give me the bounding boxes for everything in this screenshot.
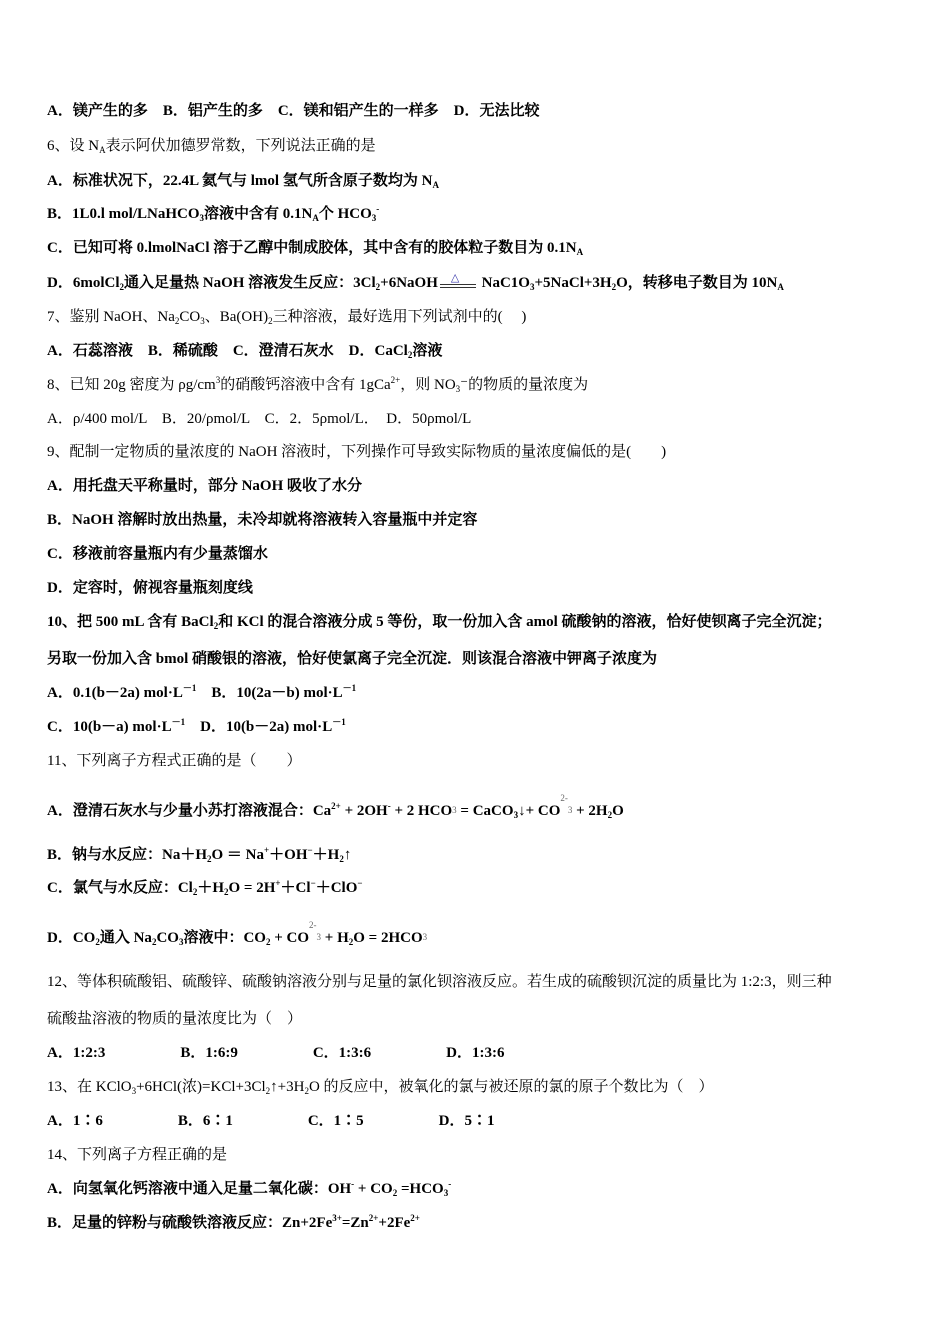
heat-condition-arrow-icon	[438, 277, 478, 291]
text-segment: 10、把 500 mL 含有 BaCl	[47, 614, 214, 630]
text-line	[47, 751, 301, 771]
text-line	[47, 845, 351, 865]
text-line	[47, 578, 253, 598]
text-segment: A．澄清石灰水与少量小苏打溶液混合：Ca	[47, 803, 332, 819]
text-segment: 3	[452, 805, 457, 815]
text-segment: 2	[265, 937, 271, 947]
text-segment: 3	[422, 932, 428, 942]
text-segment: ↑+3H	[270, 1079, 305, 1095]
text-segment: 通入 Na	[99, 930, 152, 946]
text-segment: =Zn	[341, 1215, 369, 1231]
text-segment: 2-	[309, 920, 317, 930]
text-segment: 2+	[331, 801, 341, 811]
text-line	[47, 1145, 227, 1165]
text-segment: O 的反应中，被氧化的氯与被还原的氯的原子个数比为（ ）	[308, 1079, 714, 1095]
text-segment: O ＝ Na	[211, 847, 265, 863]
text-line	[47, 878, 363, 898]
text-segment: + 2OH	[340, 803, 388, 819]
text-segment: 2	[151, 937, 157, 947]
text-segment: 3	[199, 213, 205, 223]
text-segment: 12、等体积硫酸铝、硫酸锌、硫酸钠溶液分别与足量的氯化钡溶液反应。若生成的硫酸钡沉淀的质量比为 1:2:3，则三种	[47, 974, 832, 990]
text-segment: A．向氢氧化钙溶液中通入足量二氧化碳：OH	[47, 1181, 352, 1197]
text-segment: 7、鉴别 NaOH、Na	[47, 309, 175, 325]
text-segment: ↑	[343, 847, 352, 863]
text-segment: A	[432, 180, 439, 190]
text-segment: + H	[321, 930, 349, 946]
text-segment: －1	[171, 717, 186, 727]
text-segment: 2	[304, 1086, 309, 1096]
text-line	[47, 793, 624, 821]
text-line	[47, 1009, 302, 1029]
text-segment: 、Ba(OH)	[204, 309, 269, 325]
text-segment: 13、在 KClO	[47, 1079, 132, 1095]
text-segment: 2	[174, 316, 180, 326]
text-line	[47, 442, 666, 462]
text-segment: ＋H	[312, 847, 340, 863]
text-segment: 溶液中：CO	[183, 930, 266, 946]
text-segment: 6、设 N	[47, 138, 100, 154]
text-segment: 14、下列离子方程正确的是	[47, 1147, 228, 1163]
text-segment: －1	[342, 683, 357, 693]
text-segment: 溶液中含有 0.1N	[204, 206, 313, 222]
text-segment: A	[777, 282, 784, 292]
text-line	[47, 273, 784, 293]
text-segment: -	[448, 1179, 452, 1189]
text-segment: 3	[567, 805, 573, 815]
text-segment: B．钠与水反应：Na＋H	[47, 847, 208, 863]
text-segment: B．10(2a－b) mol·L	[196, 685, 343, 701]
text-segment: CO	[179, 309, 201, 325]
text-segment: A．0.1(b－2a) mol·L	[47, 685, 183, 701]
text-line	[47, 717, 346, 737]
text-segment: 个 HCO	[318, 206, 372, 222]
text-segment: D．定容时，俯视容量瓶刻度线	[47, 580, 253, 596]
text-segment: 的硝酸钙溶液中含有 1gCa	[220, 377, 391, 393]
text-segment: =HCO	[397, 1181, 444, 1197]
text-segment: 3	[316, 932, 322, 942]
text-segment: A．用托盘天平称量时，部分 NaOH 吸收了水分	[47, 478, 363, 494]
text-segment: 2	[375, 282, 381, 292]
text-segment: 另取一份加入含 bmol 硝酸银的溶液，恰好使氯离子完全沉淀．则该混合溶液中钾离子浓度为	[47, 651, 658, 667]
text-segment: 3	[371, 213, 377, 223]
text-segment: 2	[207, 854, 212, 864]
text-segment: ＋ClO	[315, 880, 358, 896]
text-segment: −	[310, 878, 316, 888]
text-segment: 3	[200, 316, 205, 326]
text-segment: 3	[513, 810, 519, 820]
text-line	[47, 544, 268, 564]
text-segment: ⁻的物质的量浓度为	[460, 377, 589, 393]
text-line	[47, 612, 832, 632]
text-segment: 2	[607, 810, 613, 820]
text-line	[47, 683, 356, 703]
text-segment: + CO	[354, 1181, 393, 1197]
text-line	[47, 101, 540, 121]
text-segment: 3	[131, 1086, 137, 1096]
text-segment: 2+	[410, 1213, 420, 1223]
text-line	[47, 136, 376, 156]
text-segment: ＋Cl	[280, 880, 311, 896]
text-segment: B．1L0.l mol/LNaHCO	[47, 206, 200, 222]
text-segment: 3	[178, 937, 184, 947]
text-line	[47, 476, 362, 496]
text-line	[47, 375, 588, 395]
text-segment: = CaCO	[456, 803, 514, 819]
text-segment: 2	[265, 1086, 271, 1096]
text-segment: 2	[213, 621, 219, 631]
text-segment: 2	[119, 282, 124, 292]
text-segment: D．6molCl	[47, 275, 120, 291]
text-segment: 2	[268, 316, 273, 326]
text-segment: 3	[215, 375, 221, 385]
text-segment: 表示阿伏加德罗常数，下列说法正确的是	[105, 138, 376, 154]
text-segment: -	[387, 801, 391, 811]
text-segment: +	[275, 878, 281, 888]
text-segment: 2-	[560, 793, 568, 803]
text-segment: 2	[611, 282, 617, 292]
text-segment: 2	[224, 887, 229, 897]
text-line	[47, 1111, 495, 1131]
text-segment: 3	[455, 384, 461, 394]
text-line	[47, 920, 428, 948]
text-segment: C．10(b－a) mol·L	[47, 719, 172, 735]
text-segment: NaC1O	[477, 275, 530, 291]
text-line	[47, 649, 657, 669]
text-segment: +2Fe	[378, 1215, 411, 1231]
text-segment: A	[312, 213, 319, 223]
text-segment: ，则 NO	[400, 377, 456, 393]
text-segment: 8、已知 20g 密度为 ρg/cm	[47, 377, 216, 393]
text-segment: D．10(b－2a) mol·L	[185, 719, 333, 735]
text-segment: +6NaOH	[380, 275, 438, 291]
text-segment: 2+	[368, 1213, 379, 1223]
text-segment: 2	[339, 854, 344, 864]
text-line	[47, 409, 471, 429]
text-segment: + 2H	[572, 803, 608, 819]
text-segment: A	[99, 145, 106, 155]
text-segment: D．CO	[47, 930, 96, 946]
text-segment: ↓+ CO	[518, 803, 561, 819]
text-segment: ＋H	[197, 880, 225, 896]
text-segment: －1	[332, 717, 346, 727]
text-segment: ＋OH	[269, 847, 308, 863]
text-segment: 2	[407, 350, 413, 360]
text-segment: 和 KCl 的混合溶液分成 5 等份，取一份加入含 amol 硫酸钠的溶液，恰好使钡离子完全沉淀；	[218, 614, 832, 630]
text-segment: 三种溶液，最好选用下列试剂中的( )	[272, 309, 527, 325]
text-segment: －1	[182, 683, 197, 693]
text-segment: O = 2HCO	[353, 930, 423, 946]
text-segment: 通入足量热 NaOH 溶液发生反应：3Cl	[124, 275, 376, 291]
text-segment: O	[612, 803, 624, 819]
text-segment: 2	[392, 1188, 398, 1198]
text-line	[47, 972, 832, 992]
text-segment: A．标准状况下，22.4L 氦气与 lmol 氢气所含原子数均为 N	[47, 173, 433, 189]
text-segment: 2	[95, 937, 100, 947]
text-segment: 11、下列离子方程式正确的是（ ）	[47, 753, 302, 769]
text-line	[47, 204, 379, 224]
text-segment: + CO	[270, 930, 310, 946]
text-segment: B．NaOH 溶解时放出热量，未冷却就将溶液转入容量瓶中并定容	[47, 512, 478, 528]
text-line	[47, 1043, 504, 1063]
text-segment: A	[576, 247, 584, 257]
text-segment: 3+	[332, 1213, 342, 1223]
text-line	[47, 238, 583, 258]
text-segment: C．氯气与水反应：Cl	[47, 880, 193, 896]
text-line	[47, 1213, 420, 1233]
text-segment: A．1:2:3 B．1:6:9 C．1:3:6 D．1:3:6	[47, 1045, 505, 1061]
text-segment: −	[307, 845, 313, 855]
text-segment: O = 2H	[228, 880, 276, 896]
text-segment: 3	[443, 1188, 449, 1198]
text-line	[47, 510, 477, 530]
text-segment: +5NaCl+3H	[534, 275, 612, 291]
text-line	[47, 171, 439, 191]
text-segment: −	[357, 878, 363, 888]
text-segment: 2	[192, 887, 198, 897]
text-segment: -	[351, 1179, 355, 1189]
text-segment: CO	[156, 930, 179, 946]
text-line	[47, 1077, 714, 1097]
text-segment: 硫酸盐溶液的物质的量浓度比为（ ）	[47, 1011, 303, 1027]
text-segment: 3	[529, 282, 535, 292]
text-segment: 9、配制一定物质的量浓度的 NaOH 溶液时，下列操作可导致实际物质的量浓度偏低的是( )	[47, 444, 667, 460]
text-segment: A．镁产生的多 B．铝产生的多 C．镁和铝产生的一样多 D．无法比较	[47, 103, 540, 119]
text-line	[47, 341, 442, 361]
text-segment: + 2 HCO	[390, 803, 453, 819]
text-segment: -	[376, 204, 380, 214]
text-segment: 2+	[390, 375, 401, 385]
text-segment: C．移液前容量瓶内有少量蒸馏水	[47, 546, 268, 562]
text-segment: 2	[348, 937, 354, 947]
text-segment: O，转移电子数目为 10N	[616, 275, 778, 291]
text-line	[47, 307, 526, 327]
text-segment: +6HCl(浓)=KCl+3Cl	[136, 1079, 266, 1095]
text-segment: A．ρ/400 mol/L B．20/ρmol/L C．2．5ρmol/L． D．50ρmol/L	[47, 411, 472, 427]
text-segment: A．1∶6 B．6∶1 C．1∶5 D．5∶1	[47, 1113, 495, 1129]
text-segment: B．足量的锌粉与硫酸铁溶液反应：Zn+2Fe	[47, 1215, 333, 1231]
text-line	[47, 1179, 451, 1199]
text-segment: C．已知可将 0.lmolNaCl 溶于乙醇中制成胶体，其中含有的胶体粒子数目为 0.1N	[47, 240, 577, 256]
text-segment: +	[264, 845, 270, 855]
text-segment: A．石蕊溶液 B．稀硫酸 C．澄清石灰水 D．CaCl	[47, 343, 408, 359]
text-segment: 溶液	[412, 343, 443, 359]
